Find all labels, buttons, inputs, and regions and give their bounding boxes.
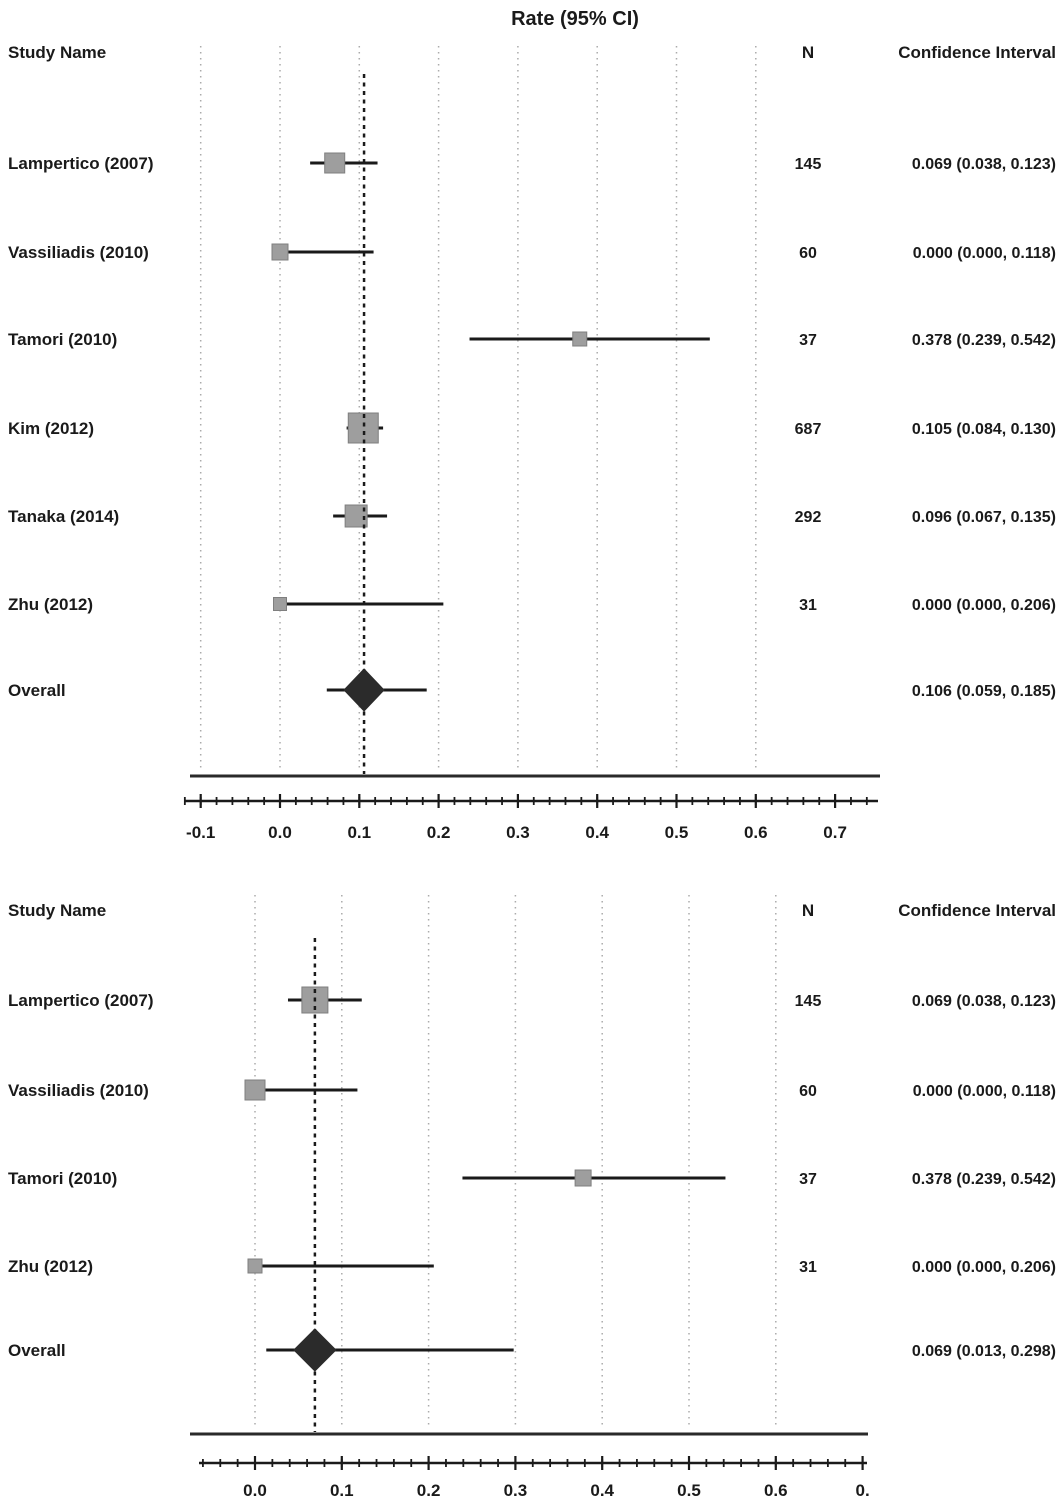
overall-diamond — [294, 1329, 336, 1371]
chart-title: Rate (95% CI) — [511, 8, 639, 30]
column-header-study: Study Name — [8, 43, 107, 62]
n-value: 145 — [794, 993, 822, 1010]
axis-tick-label: 0.4 — [590, 1481, 615, 1500]
overall-diamond — [344, 669, 384, 711]
axis-tick-label: 0.2 — [426, 823, 451, 842]
n-value: 31 — [799, 1259, 817, 1276]
n-value: 60 — [799, 1083, 817, 1100]
study-label: Lampertico (2007) — [8, 154, 154, 173]
n-value: 37 — [799, 332, 817, 349]
axis-tick-label: 0.0 — [268, 823, 292, 842]
ci-value: 0.000 (0.000, 0.206) — [911, 597, 1056, 614]
ci-value: 0.378 (0.239, 0.542) — [911, 332, 1056, 349]
axis-tick-label: 0.6 — [743, 823, 768, 842]
estimate-marker — [272, 244, 288, 260]
estimate-marker — [248, 1259, 262, 1273]
n-value: 37 — [799, 1171, 817, 1188]
n-value: 687 — [794, 421, 822, 438]
ci-value: 0.069 (0.038, 0.123) — [911, 993, 1056, 1010]
estimate-marker — [575, 1170, 591, 1186]
study-label: Tanaka (2014) — [8, 507, 120, 526]
study-label: Kim (2012) — [8, 419, 94, 438]
ci-value: 0.106 (0.059, 0.185) — [911, 683, 1056, 700]
axis-tick-label: 0. — [855, 1481, 870, 1500]
estimate-marker — [573, 332, 587, 346]
axis-tick-label: 0.4 — [585, 823, 610, 842]
ci-value: 0.096 (0.067, 0.135) — [911, 509, 1056, 526]
ci-value: 0.000 (0.000, 0.206) — [911, 1259, 1056, 1276]
n-value: 292 — [794, 509, 822, 526]
axis-tick-label: 0.0 — [243, 1481, 267, 1500]
ci-value: 0.069 (0.038, 0.123) — [911, 156, 1056, 173]
estimate-marker — [325, 153, 345, 173]
column-header-n: N — [801, 901, 815, 920]
column-header-ci: Confidence Interval — [898, 43, 1056, 62]
n-value: 145 — [794, 156, 822, 173]
axis-tick-label: 0.2 — [416, 1481, 441, 1500]
axis-tick-label: 0.6 — [763, 1481, 788, 1500]
axis-tick-label: 0.5 — [664, 823, 689, 842]
axis-tick-label: -0.1 — [186, 823, 216, 842]
axis-tick-label: 0.3 — [503, 1481, 528, 1500]
column-header-study: Study Name — [8, 901, 107, 920]
ci-value: 0.000 (0.000, 0.118) — [912, 1083, 1056, 1100]
n-value: 60 — [799, 245, 817, 262]
study-label: Tamori (2010) — [8, 330, 118, 349]
axis-tick-label: 0.1 — [347, 823, 372, 842]
estimate-marker — [245, 1080, 265, 1100]
study-label: Tamori (2010) — [8, 1169, 118, 1188]
study-label: Lampertico (2007) — [8, 991, 154, 1010]
study-label: Zhu (2012) — [8, 1257, 94, 1276]
ci-value: 0.000 (0.000, 0.118) — [912, 245, 1056, 262]
study-label: Overall — [8, 681, 66, 700]
axis-tick-label: 0.1 — [329, 1481, 354, 1500]
axis-tick-label: 0.5 — [677, 1481, 701, 1500]
axis-tick-label: 0.3 — [506, 823, 530, 842]
study-label: Overall — [8, 1341, 66, 1360]
column-header-ci: Confidence Interval — [898, 901, 1056, 920]
column-header-n: N — [801, 43, 815, 62]
ci-value: 0.105 (0.084, 0.130) — [911, 421, 1056, 438]
ci-value: 0.378 (0.239, 0.542) — [911, 1171, 1056, 1188]
axis-tick-label: 0.7 — [823, 823, 847, 842]
study-label: Vassiliadis (2010) — [8, 1081, 149, 1100]
study-label: Vassiliadis (2010) — [8, 243, 149, 262]
study-label: Zhu (2012) — [8, 595, 94, 614]
ci-value: 0.069 (0.013, 0.298) — [911, 1343, 1056, 1360]
n-value: 31 — [799, 597, 817, 614]
estimate-marker — [274, 598, 287, 611]
